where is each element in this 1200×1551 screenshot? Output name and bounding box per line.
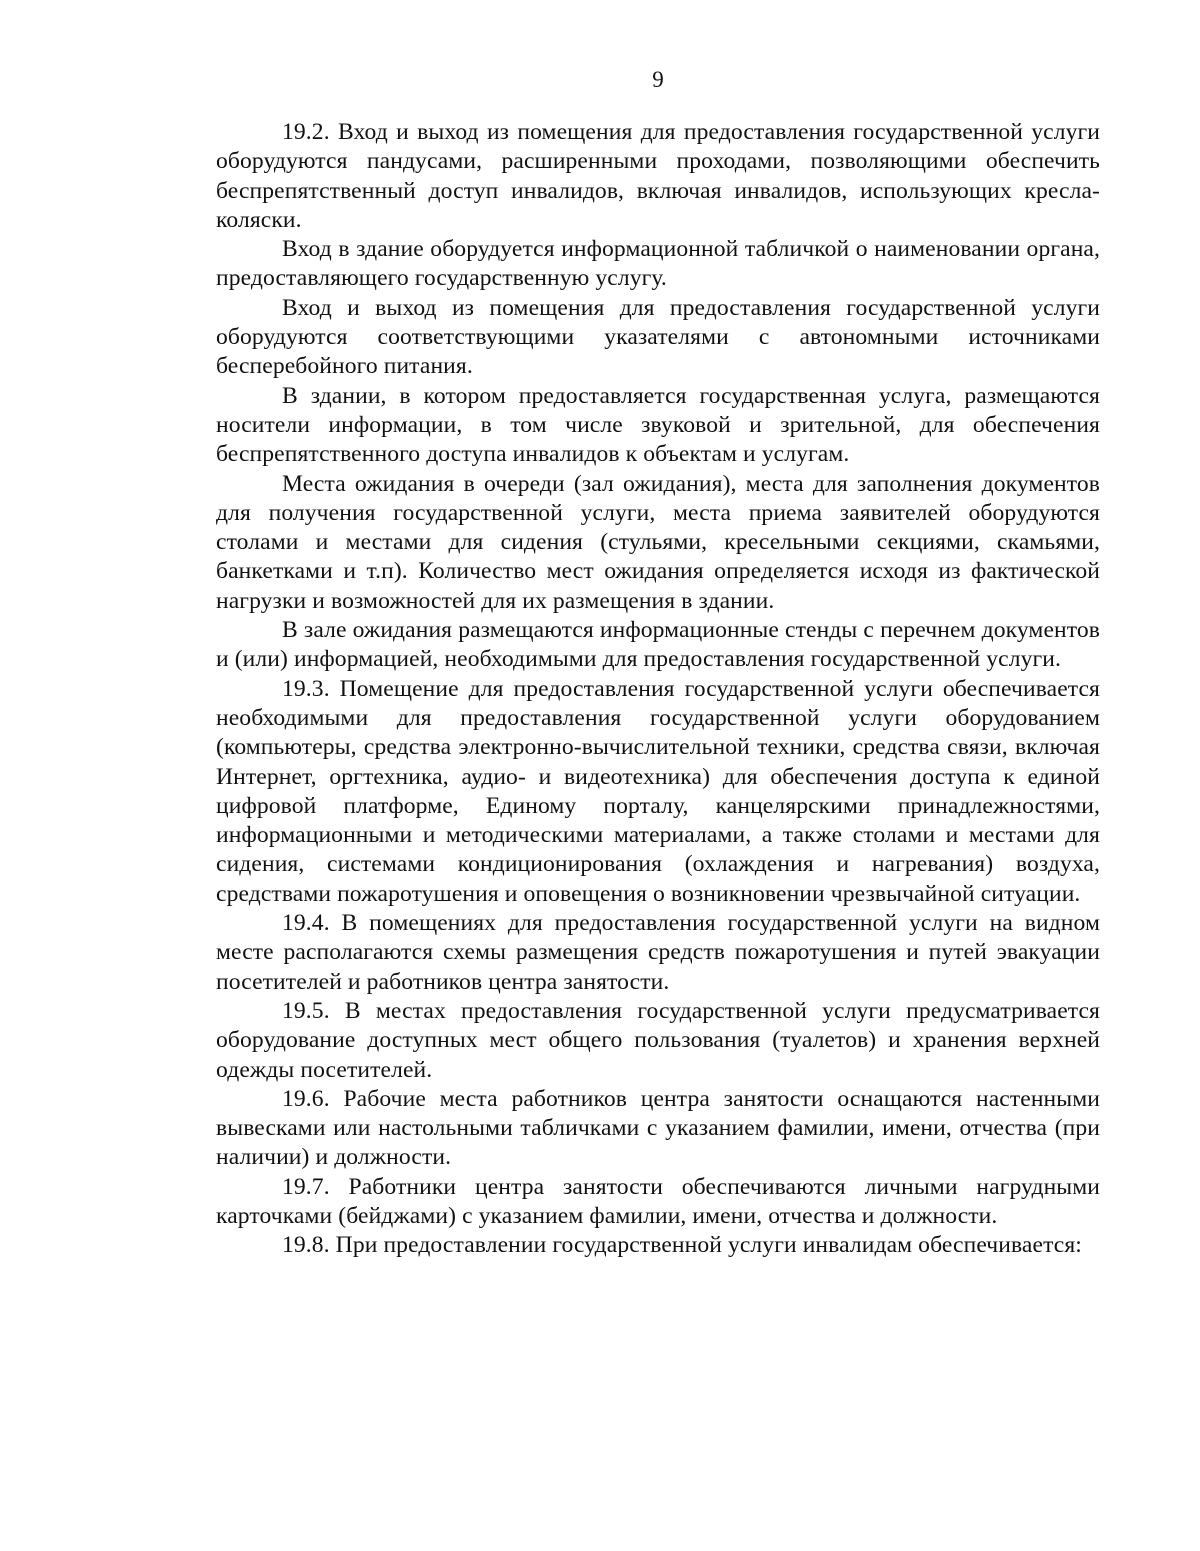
paragraph-19-2: 19.2. Вход и выход из помещения для предоставления государственной услуги оборудуются пандусами, расширенными проходами, позволяющими обеспечить беспрепятственный доступ инвалидов, включая инвалидов, использующих кресла-коляски. — [216, 119, 1100, 233]
paragraph-entrance-pointers: Вход и выход из помещения для предоставления государственной услуги оборудуются соответствующими указателями с автономными источниками бесперебойного питания. — [216, 294, 1100, 380]
paragraph-19-7: 19.7. Работники центра занятости обеспечиваются личными нагрудными карточками (бейджами) с указанием фамилии, имени, отчества и должности. — [216, 1173, 1100, 1229]
paragraph-19-6: 19.6. Рабочие места работников центра занятости оснащаются настенными вывесками или настольными табличками с указанием фамилии, имени, отчества (при наличии) и должности. — [216, 1085, 1100, 1171]
document-page — [216, 0, 1100, 1551]
paragraph-waiting-places: Места ожидания в очереди (зал ожидания), места для заполнения документов для получения государственной услуги, места приема заявителей оборудуются столами и местами для сидения (стульями, кресельными секциями, скамьями, банкетками и т.п). Количество мест ожидания определяется исходя из фактической нагрузки и возможностей для их размещения в здании. — [216, 470, 1100, 614]
paragraph-entrance-sign: Вход в здание оборудуется информационной табличкой о наименовании органа, предоставляющего государственную услугу. — [216, 236, 1100, 292]
paragraph-19-8: 19.8. При предоставлении государственной услуги инвалидам обеспечивается: — [282, 1232, 1082, 1259]
paragraph-19-5: 19.5. В местах предоставления государственной услуги предусматривается оборудование доступных мест общего пользования (туалетов) и хранения верхней одежды посетителей. — [216, 997, 1100, 1083]
paragraph-information-carriers: В здании, в котором предоставляется государственная услуга, размещаются носители информации, в том числе звуковой и зрительной, для обеспечения беспрепятственного доступа инвалидов к объектам и услугам. — [216, 382, 1100, 468]
document-body — [216, 118, 1100, 1261]
page-number: 9 — [652, 67, 664, 92]
paragraph-information-stands: В зале ожидания размещаются информационные стенды с перечнем документов и (или) информацией, необходимыми для предоставления государственной услуги. — [216, 617, 1100, 673]
paragraph-19-3: 19.3. Помещение для предоставления государственной услуги обеспечивается необходимыми для предоставления государственной услуги оборудованием (компьютеры, средства электронно-вычислительной техники, средства связи, включая Интернет, оргтехника, аудио- и видеотехника) для обеспечения доступа к единой цифровой платформе, Единому порталу, канцелярскими принадлежностями, информационными и методическими материалами, а также столами и местами для сидения, системами кондиционирования (охлаждения и нагревания) воздуха, средствами пожаротушения и оповещения о возникновении чрезвычайной ситуации. — [216, 675, 1100, 907]
paragraph-19-4: 19.4. В помещениях для предоставления государственной услуги на видном месте располагаются схемы размещения средств пожаротушения и путей эвакуации посетителей и работников центра занятости. — [216, 910, 1100, 995]
